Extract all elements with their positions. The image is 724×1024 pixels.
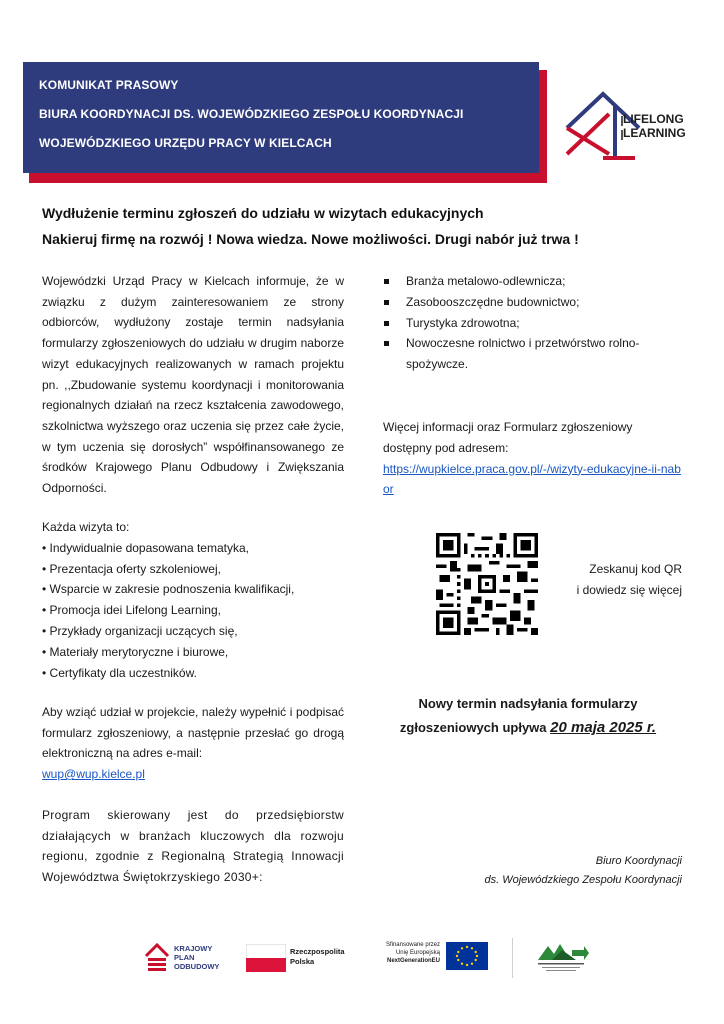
footer-divider <box>512 938 513 978</box>
logo-text-learning: LEARNING <box>623 126 686 140</box>
logo-text-lifelong: LIFELONG <box>623 112 684 126</box>
deadline-date: 20 maja 2025 r. <box>550 719 657 736</box>
visit-heading: Każda wizyta to: <box>42 520 130 534</box>
list-item: Turystyka zdrowotna; <box>383 313 683 334</box>
qr-code-icon[interactable] <box>436 533 538 635</box>
headline: Wydłużenie terminu zgłoszeń do udziału w wizytach edukacyjnych <box>42 205 484 221</box>
header-line-1: KOMUNIKAT PRASOWY <box>39 78 179 92</box>
rzeczpospolita-logo: Rzeczpospolita Polska <box>246 938 358 978</box>
wup-kielce-logo <box>532 938 590 978</box>
list-item: Zasobooszczędne budownictwo; <box>383 292 683 313</box>
kpo-mark-icon <box>144 942 170 972</box>
wup-mark-icon <box>532 938 590 978</box>
list-item: • Wsparcie w zakresie podnoszenia kwalifikacji, <box>42 582 295 597</box>
list-item: • Materiały merytoryczne i biurowe, <box>42 644 229 659</box>
list-item: Nowoczesne rolnictwo i przetwórstwo rolno-spożywcze. <box>383 333 683 375</box>
list-item: • Prezentacja oferty szkoleniowej, <box>42 561 221 576</box>
participation-paragraph: Aby wziąć udział w projekcie, należy wypełnić i podpisać formularz zgłoszeniowy, a następnie przesłać go drogą elektroniczną na adres e-mail: wup@wup.kielce.pl <box>42 705 344 782</box>
eu-funding-logo: Sfinansowane przez Unię Europejską NextGenerationEU <box>368 938 492 978</box>
list-item: • Certyfikaty dla uczestników. <box>42 665 197 680</box>
header-line-2: BIURA KOORDYNACJI DS. WOJEWÓDZKIEGO ZESPOŁU KOORDYNACJI <box>39 107 464 121</box>
kpo-logo: KRAJOWY PLAN ODBUDOWY <box>144 938 244 978</box>
more-info: Więcej informacji oraz Formularz zgłoszeniowy dostępny pod adresem: https://wupkielce.praca.gov.pl/-/wizyty-edukacyjne-ii-nabor <box>383 420 681 497</box>
program-paragraph: Program skierowany jest do przedsiębiorstw działających w branżach kluczowych dla rozwoju regionu, zgodnie z Regionalną Strategią Innowacji Województwa Świętokrzyskiego 2030+: <box>42 808 344 885</box>
list-item: • Przykłady organizacji uczących się, <box>42 623 238 638</box>
eu-flag-icon <box>446 942 488 970</box>
list-item: • Promocja idei Lifelong Learning, <box>42 603 221 618</box>
lifelong-learning-logo <box>563 88 693 164</box>
email-link[interactable]: wup@wup.kielce.pl <box>42 767 145 782</box>
signature: Biuro Koordynacji ds. Wojewódzkiego Zespołu Koordynacji <box>484 855 682 886</box>
sector-list <box>383 271 683 375</box>
intro-paragraph: Wojewódzki Urząd Pracy w Kielcach informuje, że w związku z dużym zainteresowaniem ze strony odbiorców, wydłużony zostaje termin nadsyłania formularzy zgłoszeniowych do udziału w drugim naborze wizyt edukacyjnych realizowanych w ramach projektu pn. ,,Zbudowanie systemu koordynacji i monitorowania regionalnych działań na rzecz kształcenia zawodowego, szkolnictwa wyższego oraz uczenia się przez całe życie, w tym uczenia się dorosłych” współfinansowanego ze środków Krajowego Planu Odbudowy i Zwiększania Odporności. <box>42 274 344 496</box>
qr-caption: Zeskanuj kod QR i dowiedz się więcej <box>576 562 682 597</box>
list-item: • Indywidualnie dopasowana tematyka, <box>42 540 249 555</box>
header-line-3: WOJEWÓDZKIEGO URZĘDU PRACY W KIELCACH <box>39 136 332 150</box>
list-item: Branża metalowo-odlewnicza; <box>383 271 683 292</box>
form-url-link[interactable]: https://wupkielce.praca.gov.pl/-/wizyty-edukacyjne-ii-nabor <box>383 461 681 497</box>
deadline-notice: Nowy termin nadsyłania formularzy zgłoszeniowych upływa 20 maja 2025 r. <box>399 696 657 736</box>
press-release-header <box>23 62 539 173</box>
subheadline: Nakieruj firmę na rozwój ! Nowa wiedza. Nowe możliwości. Drugi nabór już trwa ! <box>42 231 579 247</box>
polish-flag-icon <box>246 944 286 972</box>
visit-benefits <box>42 517 344 683</box>
